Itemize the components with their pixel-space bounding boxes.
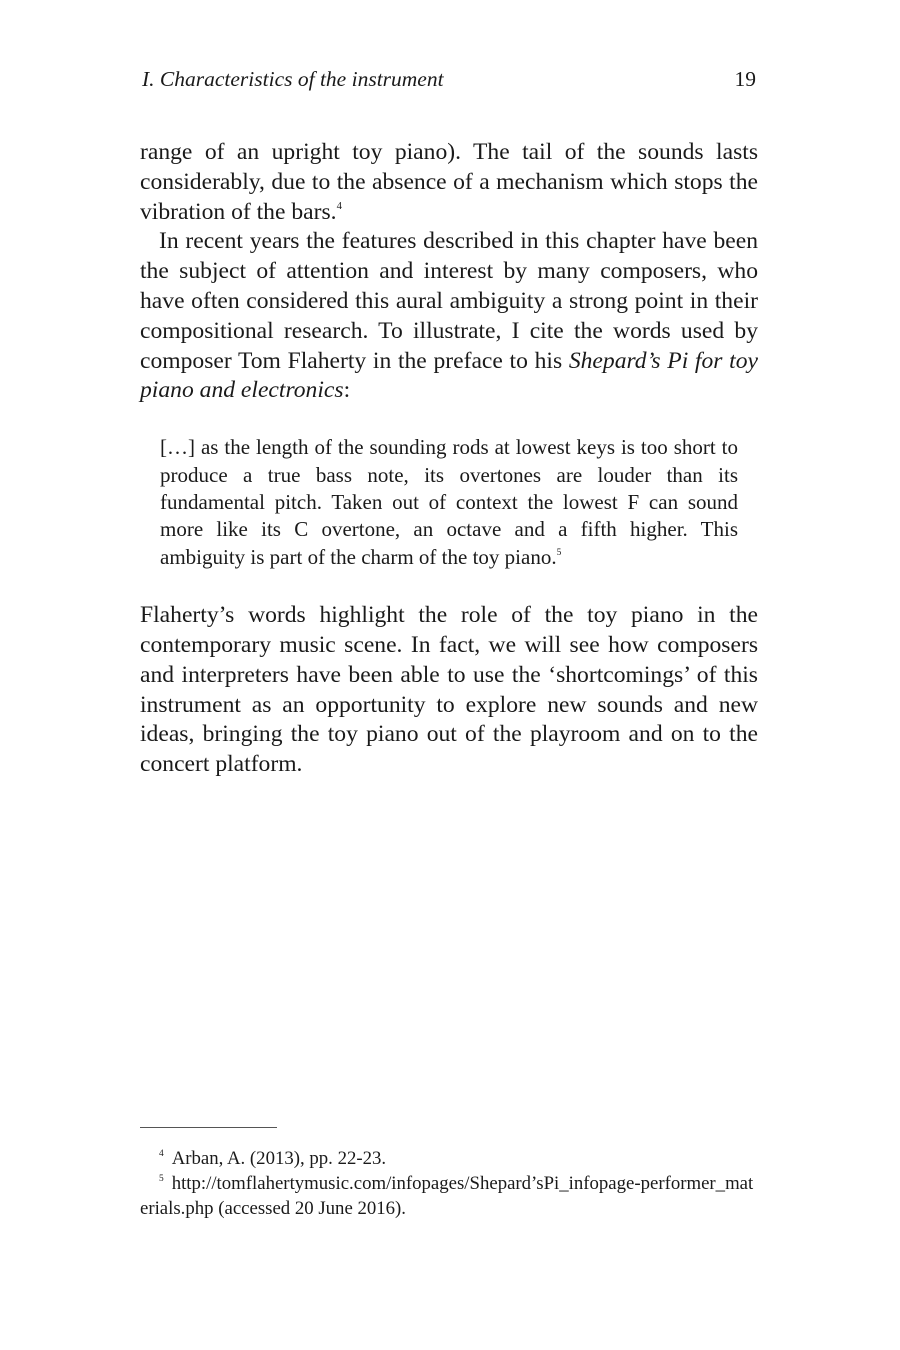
block-quote-text: […] as the length of the sounding rods at lowest keys is too short to produce a true bass note, its overtones are louder than its fundamental pitch. Taken out of context the lowest F can sound more like its C overtone, an octave and a fifth higher. This ambiguity is part of the charm of the toy piano. bbox=[160, 435, 738, 569]
paragraph-2 bbox=[140, 227, 758, 406]
footnote-5-mark: 5 bbox=[159, 1174, 164, 1185]
footnotes bbox=[140, 1146, 758, 1221]
footnote-ref-5: 5 bbox=[556, 547, 562, 558]
footnote-4-mark: 4 bbox=[159, 1149, 164, 1160]
footnote-ref-4: 4 bbox=[336, 200, 342, 212]
footnote-4 bbox=[140, 1146, 758, 1171]
footnote-5-text: http://tomflahertymusic.com/infopages/Shepard’sPi_infopage-performer_materials.php (accessed 20 June 2016). bbox=[140, 1173, 754, 1219]
book-page bbox=[140, 0, 758, 1350]
paragraph-2-tail: : bbox=[343, 377, 351, 404]
running-head bbox=[140, 64, 758, 94]
paragraph-2-text: In recent years the features described in this chapter have been the subject of attention and interest by many composers, who have often considered this aural ambiguity a strong point in their compositional research. To illustrate, I cite the words used by composer Tom Flaherty in the preface to his bbox=[140, 228, 758, 374]
paragraph-3 bbox=[140, 601, 758, 780]
paragraph-3-text: Flaherty’s words highlight the role of the toy piano in the contemporary music scene. In fact, we will see how composers and interpreters have been able to use the ‘shortcomings’ of this instrument as an opportunity to explore new sounds and new ideas, bringing the toy piano out of the playroom and on to the concert platform. bbox=[140, 602, 758, 778]
block-quote bbox=[160, 434, 738, 571]
running-title: I. Characteristics of the instrument bbox=[142, 67, 444, 91]
paragraph-1-text: range of an upright toy piano). The tail of the sounds lasts considerably, due to the absence of a mechanism which stops the vibration of the bars. bbox=[140, 139, 758, 225]
footnote-5 bbox=[140, 1171, 758, 1221]
body-text bbox=[140, 138, 758, 780]
work-title: Shepard’s Pi for toy piano and electronics bbox=[140, 347, 758, 404]
footnote-4-text: Arban, A. (2013), pp. 22-23. bbox=[171, 1148, 387, 1169]
footnote-divider bbox=[140, 1127, 277, 1128]
paragraph-1 bbox=[140, 138, 758, 227]
page-number: 19 bbox=[734, 67, 756, 91]
